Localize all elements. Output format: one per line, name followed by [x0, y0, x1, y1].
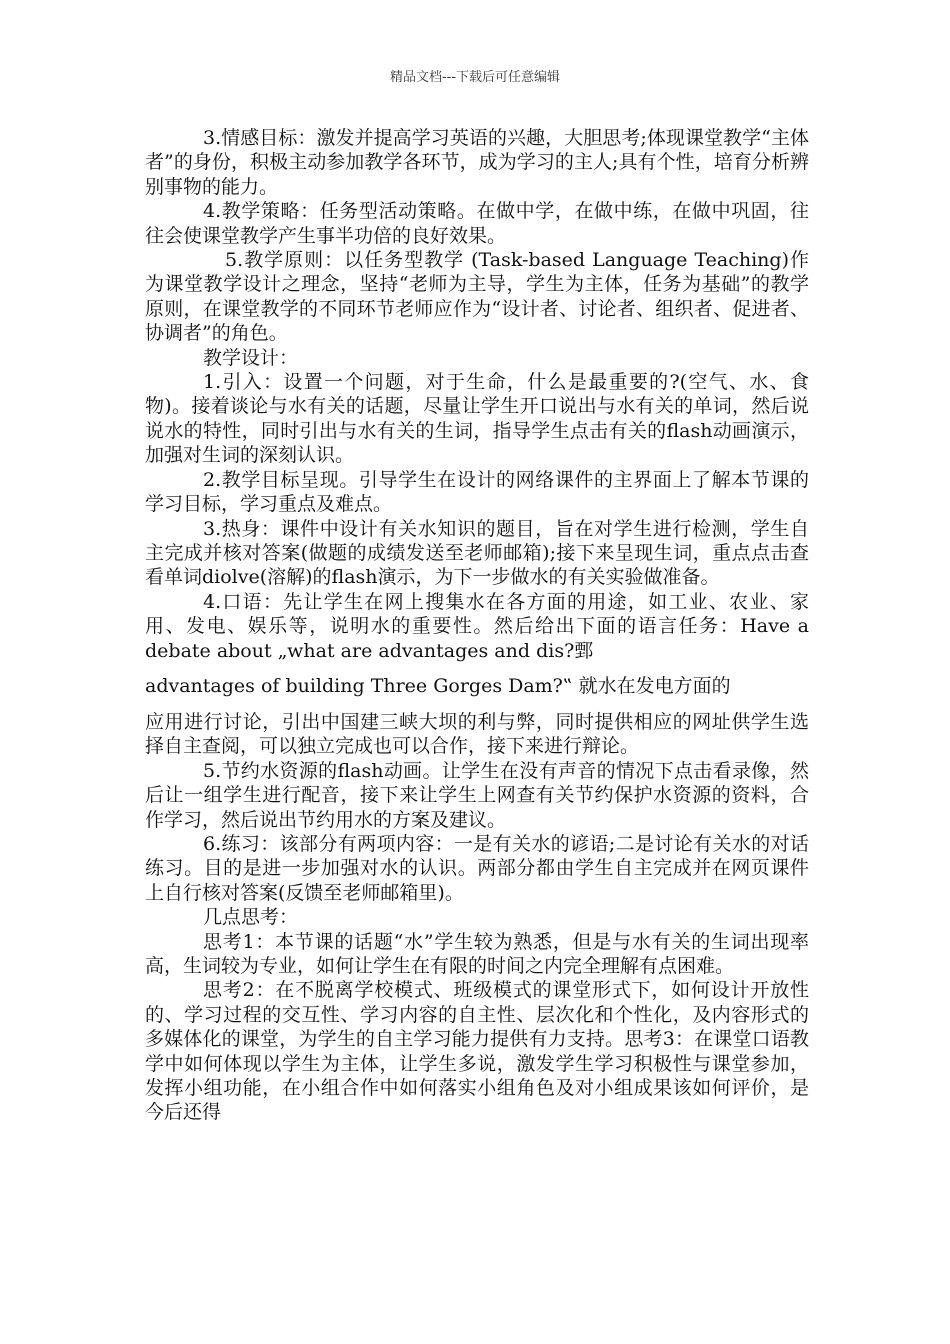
- paragraph-teaching-strategy: 4.教学策略：任务型活动策略。在做中学，在做中练，在做中巩固，往往会使课堂教学产生事半功倍的良好效果。: [145, 200, 809, 247]
- paragraph-exercise: 6.练习：该部分有两项内容：一是有关水的谚语;二是讨论有关水的对话练习。目的是进一步加强对水的认识。两部分都由学生自主完成并在网页课件上自行核对答案(反馈至老师邮箱里)。: [145, 832, 809, 904]
- heading-teaching-design: 教学设计：: [203, 346, 299, 369]
- paragraph-reflection-1: 思考1：本节课的话题“水”学生较为熟悉，但是与水有关的生词出现率高，生词较为专业，如何让学生在有限的时间之内完全理解有点困难。: [145, 930, 809, 977]
- paragraph-teaching-principle: 5.教学原则：以任务型教学 (Task-based Language Teaching)作为课堂教学设计之理念，坚持“老师为主导，学生为主体，任务为基础”的教学原则，在课堂教学的不同环节老师应作为“设计者、讨论者、组织者、促进者、协调者”的角色。: [145, 249, 809, 345]
- page-header: 精品文档---下载后可任意编辑: [389, 70, 561, 85]
- paragraph-warmup: 3.热身：课件中设计有关水知识的题目，旨在对学生进行检测，学生自主完成并核对答案(做题的成绩发送至老师邮箱);接下来呈现生词，重点点击查看单词diolve(溶解)的flash演示，为下一步做水的有关实验做准备。: [145, 517, 809, 589]
- paragraph-reflection-2-3: 思考2：在不脱离学校模式、班级模式的课堂形式下，如何设计开放性的、学习过程的交互性、学习内容的自主性、层次化和个性化，及内容形式的多媒体化的课堂，为学生的自主学习能力提供有力支持。思考3：在课堂口语教学中如何体现以学生为主体，让学生多说，激发学生学习积极性与课堂参加，发挥小组功能，在小组合作中如何落实小组角色及对小组成果该如何评价，是今后还得: [145, 979, 809, 1124]
- heading-reflections: 几点思考：: [203, 906, 299, 929]
- paragraph-emotional-goals: 3.情感目标：激发并提高学习英语的兴趣，大胆思考;体现课堂教学“主体者”的身份，积极主动参加教学各环节，成为学习的主人;具有个性，培育分析辨别事物的能力。: [145, 127, 809, 198]
- paragraph-oral-part3: 应用进行讨论，引出中国建三峡大坝的利与弊，同时提供相应的网址供学生选择自主查阅，可以独立完成也可以合作，接下来进行辩论。: [145, 710, 809, 758]
- document-body: [145, 126, 809, 1125]
- paragraph-introduction: 1.引入：设置一个问题，对于生命，什么是最重要的?(空气、水、食物)。接着谈论与水有关的话题，尽量让学生开口说出与水有关的单词，然后说说水的特性，同时引出与水有关的生词，指导学生点击有关的flash动画演示，加强对生词的深刻认识。: [145, 371, 809, 467]
- paragraph-oral-part1: 4.口语：先让学生在网上搜集水在各方面的用途，如工业、农业、家用、发电、娱乐等，说明水的重要性。然后给出下面的语言任务：Have a debate about „what are advantages and dis?鄄: [145, 590, 809, 662]
- paragraph-water-saving: 5.节约水资源的flash动画。让学生在没有声音的情况下点击看录像，然后让一组学生进行配音，接下来让学生上网查有关节约保护水资源的资料，合作学习，然后说出节约用水的方案及建议。: [145, 759, 809, 831]
- paragraph-objectives: 2.教学目标呈现。引导学生在设计的网络课件的主界面上了解本节课的学习目标，学习重点及难点。: [145, 468, 809, 516]
- paragraph-oral-part2: advantages of building Three Gorges Dam?‟ 就水在发电方面的: [145, 674, 731, 697]
